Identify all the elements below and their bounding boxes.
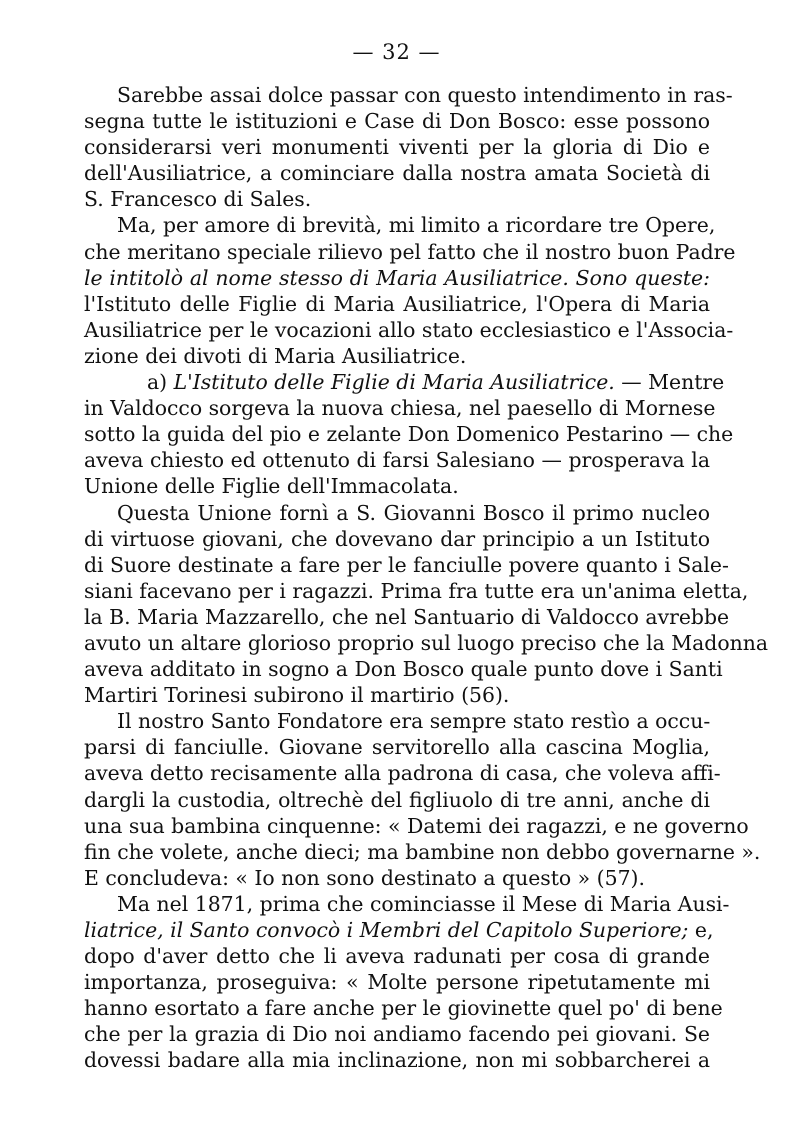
text-line: di Suore destinate a fare per le fanciulle povere quanto i Sale-: [84, 552, 729, 577]
text-line: parsi di fanciulle. Giovane servitorello alla cascina Moglia,: [84, 735, 710, 760]
text-line: [84, 917, 714, 943]
text-line: l'Istituto delle Figlie di Maria Ausiliatrice, l'Opera di Maria: [84, 291, 710, 316]
text-line: fin che volete, anche dieci; ma bambine non debbo governarne ».: [84, 839, 761, 864]
text-line: che meritano speciale rilievo pel fatto che il nostro buon Padre: [84, 239, 736, 264]
text-line: aveva additato in sogno a Don Bosco quale punto dove i Santi: [84, 657, 723, 682]
text-line: aveva chiesto ed ottenuto di farsi Salesiano — prosperava la: [84, 448, 710, 473]
page-number: — 32 —: [352, 40, 441, 64]
text-segment: e,: [688, 918, 714, 942]
text-line: che per la grazia di Dio noi andiamo facendo pei giovani. Se: [84, 1022, 710, 1047]
text-line: E concludeva: « Io non sono destinato a questo » (57).: [84, 865, 645, 890]
text-line: importanza, proseguiva: « Molte persone ripetutamente mi: [84, 970, 710, 995]
text-line: considerarsi veri monumenti viventi per la gloria di Dio e: [84, 135, 710, 160]
text-line: hanno esortato a fare anche per le giovinette quel po' di bene: [84, 996, 723, 1021]
italic-text: le intitolò al nome stesso di Maria Ausiliatrice. Sono queste:: [84, 265, 710, 290]
text-line: [84, 265, 710, 291]
text-line: Sarebbe assai dolce passar con questo intendimento in ras-: [117, 83, 733, 107]
text-line: dopo d'aver detto che li aveva radunati per cosa di grande: [84, 944, 710, 969]
text-line: siani facevano per i ragazzi. Prima fra tutte era un'anima eletta,: [84, 578, 749, 603]
italic-text: L'Istituto delle Figlie di Maria Ausiliatrice.: [173, 370, 615, 395]
text-line: avuto un altare glorioso proprio sul luogo preciso che la Madonna: [84, 630, 769, 655]
text-line: zione dei divoti di Maria Ausiliatrice.: [84, 343, 467, 368]
text-line: S. Francesco di Sales.: [84, 187, 312, 212]
text-line: [84, 369, 725, 395]
text-line: Unione delle Figlie dell'Immacolata.: [84, 474, 459, 499]
text-line: Martiri Torinesi subirono il martirio (56).: [84, 683, 510, 708]
text-line: di virtuose giovani, che dovevano dar principio a un Istituto: [84, 526, 710, 551]
text-line: dargli la custodia, oltrechè del figliuolo di tre anni, anche di: [84, 787, 710, 812]
text-line: aveva detto recisamente alla padrona di casa, che voleva affi-: [84, 761, 721, 786]
text-line: Il nostro Santo Fondatore era sempre stato restìo a occu-: [117, 709, 711, 734]
text-line: una sua bambina cinquenne: « Datemi dei ragazzi, e ne governo: [84, 813, 749, 838]
text-line: sotto la guida del pio e zelante Don Domenico Pestarino — che: [84, 422, 734, 447]
text-line: in Valdocco sorgeva la nuova chiesa, nel paesello di Mornese: [84, 396, 716, 421]
text-line: Ma, per amore di brevità, mi limito a ricordare tre Opere,: [117, 213, 716, 238]
text-line: Ma nel 1871, prima che cominciasse il Mese di Maria Ausi-: [117, 891, 730, 916]
text-line: Questa Unione fornì a S. Giovanni Bosco il primo nucleo: [117, 500, 710, 525]
italic-text: liatrice, il Santo convocò i Membri del Capitolo Superiore;: [84, 918, 689, 942]
text-line: dell'Ausiliatrice, a cominciare dalla nostra amata Società di: [84, 161, 710, 186]
text-line: la B. Maria Mazzarello, che nel Santuario di Valdocco avrebbe: [84, 604, 730, 629]
text-segment: a): [147, 370, 174, 395]
text-segment: — Mentre: [614, 370, 725, 395]
body-text: [84, 82, 769, 1074]
text-line: Ausiliatrice per le vocazioni allo stato ecclesiastico e l'Associa-: [84, 317, 734, 342]
text-line: segna tutte le istituzioni e Case di Don Bosco: esse possono: [84, 109, 710, 134]
text-line: dovessi badare alla mia inclinazione, non mi sobbarcherei a: [84, 1048, 710, 1073]
